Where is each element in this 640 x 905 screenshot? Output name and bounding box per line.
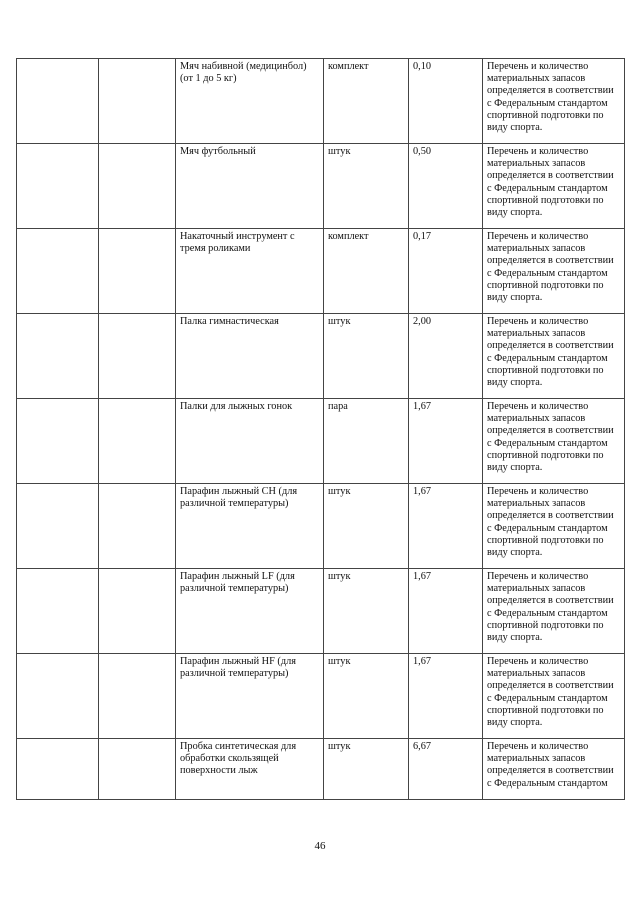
- cell-empty-2: [99, 654, 176, 739]
- cell-empty-1: [17, 569, 99, 654]
- cell-empty-2: [99, 399, 176, 484]
- cell-item-name: Накаточный инструмент с тремя роликами: [176, 229, 324, 314]
- cell-unit: штук: [324, 569, 409, 654]
- table-row: [17, 484, 625, 569]
- cell-note: Перечень и количество материальных запасов определяется в соответствии с Федеральным стандартом спортивной подготовки по виду спорта.: [483, 59, 625, 144]
- cell-quantity: 0,50: [409, 144, 483, 229]
- equipment-table: [16, 58, 625, 800]
- cell-unit: штук: [324, 654, 409, 739]
- cell-empty-1: [17, 739, 99, 800]
- table-row: [17, 399, 625, 484]
- cell-unit: штук: [324, 314, 409, 399]
- cell-item-name: Парафин лыжный СН (для различной температуры): [176, 484, 324, 569]
- cell-item-name: Палки для лыжных гонок: [176, 399, 324, 484]
- cell-quantity: 1,67: [409, 654, 483, 739]
- cell-empty-2: [99, 59, 176, 144]
- table-body: [17, 59, 625, 800]
- cell-quantity: 1,67: [409, 569, 483, 654]
- cell-empty-1: [17, 399, 99, 484]
- cell-note: Перечень и количество материальных запасов определяется в соответствии с Федеральным стандартом: [483, 739, 625, 800]
- cell-empty-2: [99, 314, 176, 399]
- cell-note: Перечень и количество материальных запасов определяется в соответствии с Федеральным стандартом спортивной подготовки по виду спорта.: [483, 144, 625, 229]
- table-row: [17, 654, 625, 739]
- cell-empty-1: [17, 654, 99, 739]
- table-row: [17, 314, 625, 399]
- cell-empty-1: [17, 59, 99, 144]
- cell-quantity: 6,67: [409, 739, 483, 800]
- cell-note: Перечень и количество материальных запасов определяется в соответствии с Федеральным стандартом спортивной подготовки по виду спорта.: [483, 399, 625, 484]
- cell-quantity: 1,67: [409, 484, 483, 569]
- cell-empty-1: [17, 144, 99, 229]
- cell-quantity: 2,00: [409, 314, 483, 399]
- cell-empty-2: [99, 569, 176, 654]
- cell-item-name: Парафин лыжный LF (для различной температуры): [176, 569, 324, 654]
- table-row: [17, 59, 625, 144]
- cell-empty-1: [17, 484, 99, 569]
- cell-empty-2: [99, 739, 176, 800]
- cell-unit: штук: [324, 739, 409, 800]
- cell-note: Перечень и количество материальных запасов определяется в соответствии с Федеральным стандартом спортивной подготовки по виду спорта.: [483, 314, 625, 399]
- cell-item-name: Мяч футбольный: [176, 144, 324, 229]
- page-number: 46: [314, 840, 326, 852]
- cell-empty-1: [17, 314, 99, 399]
- cell-unit: комплект: [324, 59, 409, 144]
- cell-quantity: 0,10: [409, 59, 483, 144]
- table-row: [17, 739, 625, 800]
- cell-note: Перечень и количество материальных запасов определяется в соответствии с Федеральным стандартом спортивной подготовки по виду спорта.: [483, 654, 625, 739]
- cell-item-name: Парафин лыжный HF (для различной температуры): [176, 654, 324, 739]
- table-row: [17, 229, 625, 314]
- cell-quantity: 1,67: [409, 399, 483, 484]
- cell-empty-2: [99, 484, 176, 569]
- cell-item-name: Палка гимнастическая: [176, 314, 324, 399]
- cell-unit: штук: [324, 484, 409, 569]
- table-row: [17, 144, 625, 229]
- cell-note: Перечень и количество материальных запасов определяется в соответствии с Федеральным стандартом спортивной подготовки по виду спорта.: [483, 484, 625, 569]
- cell-empty-1: [17, 229, 99, 314]
- cell-unit: штук: [324, 144, 409, 229]
- cell-unit: комплект: [324, 229, 409, 314]
- cell-empty-2: [99, 144, 176, 229]
- cell-note: Перечень и количество материальных запасов определяется в соответствии с Федеральным стандартом спортивной подготовки по виду спорта.: [483, 569, 625, 654]
- cell-empty-2: [99, 229, 176, 314]
- cell-unit: пара: [324, 399, 409, 484]
- table-row: [17, 569, 625, 654]
- cell-item-name: Пробка синтетическая для обработки скользящей поверхности лыж: [176, 739, 324, 800]
- cell-quantity: 0,17: [409, 229, 483, 314]
- cell-item-name: Мяч набивной (медицинбол) (от 1 до 5 кг): [176, 59, 324, 144]
- cell-note: Перечень и количество материальных запасов определяется в соответствии с Федеральным стандартом спортивной подготовки по виду спорта.: [483, 229, 625, 314]
